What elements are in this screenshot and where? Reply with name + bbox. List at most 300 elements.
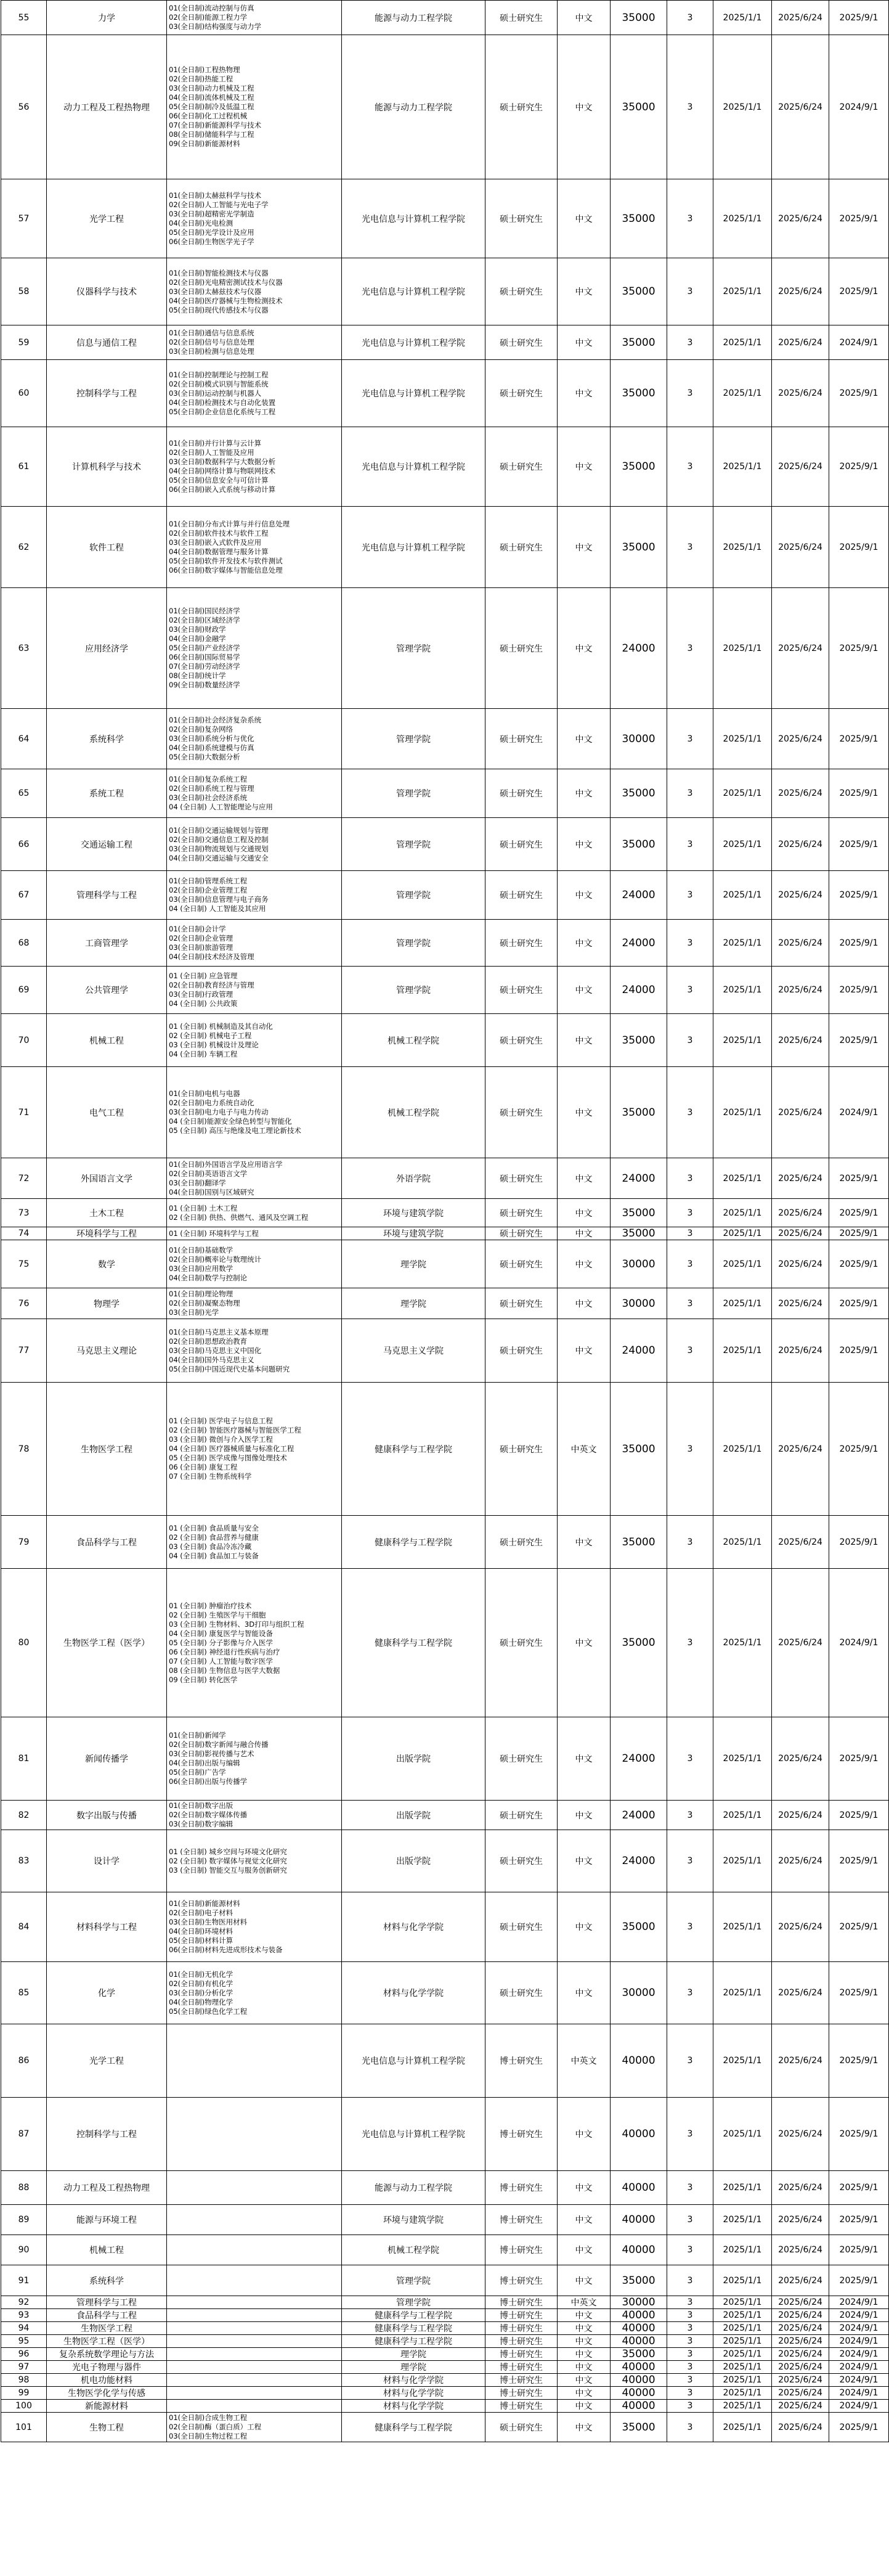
cell-school: 光电信息与计算机工程学院	[342, 258, 485, 325]
direction-item: 05(全日制)广告学	[169, 1768, 226, 1777]
cell-lang: 中文	[558, 1801, 611, 1830]
table-row	[1, 1830, 889, 1892]
cell-school: 材料与化学学院	[342, 2400, 485, 2413]
cell-fee: 40000	[611, 2374, 667, 2387]
direction-item: 01(全日制)管理系统工程	[169, 877, 248, 885]
cell-start: 2025/1/1	[713, 1227, 772, 1240]
cell-major: 食品科学与工程	[47, 2309, 167, 2322]
cell-fee: 35000	[611, 507, 667, 588]
cell-fee: 40000	[611, 2309, 667, 2322]
cell-years: 3	[667, 1014, 713, 1067]
cell-school: 健康科学与工程学院	[342, 2322, 485, 2335]
cell-degree: 博士研究生	[485, 2265, 558, 2296]
cell-directions	[167, 360, 342, 427]
cell-degree: 硕士研究生	[485, 360, 558, 427]
cell-start: 2025/1/1	[713, 1240, 772, 1288]
cell-years: 3	[667, 2387, 713, 2400]
table-row	[1, 2024, 889, 2098]
table-row	[1, 967, 889, 1014]
cell-lang: 中文	[558, 2361, 611, 2374]
cell-fee: 35000	[611, 258, 667, 325]
cell-enroll: 2025/9/1	[829, 1288, 889, 1319]
cell-years: 3	[667, 1892, 713, 1962]
cell-no: 71	[1, 1067, 47, 1158]
cell-enroll: 2025/9/1	[829, 588, 889, 709]
table-row	[1, 769, 889, 818]
direction-item: 01(全日制)外国语言学及应用语言学	[169, 1159, 283, 1169]
cell-fee: 35000	[611, 1569, 667, 1717]
cell-no: 69	[1, 967, 47, 1014]
cell-lang: 中文	[558, 427, 611, 507]
direction-item: 04(全日制)系统建模与仿真	[169, 743, 254, 752]
cell-end: 2025/6/24	[772, 967, 829, 1014]
cell-years: 3	[667, 2265, 713, 2296]
cell-enroll: 2025/9/1	[829, 1, 889, 35]
direction-item: 02 (全日制) 生殖医学与干细胞	[169, 1610, 266, 1619]
cell-years: 3	[667, 2098, 713, 2171]
cell-enroll: 2025/9/1	[829, 1962, 889, 2024]
direction-item: 02 (全日制) 智能医疗器械与智能医学工程	[169, 1426, 301, 1434]
cell-lang: 中文	[558, 2171, 611, 2205]
cell-lang: 中文	[558, 1227, 611, 1240]
cell-enroll: 2025/9/1	[829, 871, 889, 920]
cell-end: 2025/6/24	[772, 2171, 829, 2205]
cell-degree: 硕士研究生	[485, 258, 558, 325]
cell-degree: 博士研究生	[485, 2309, 558, 2322]
cell-major: 生物医学工程	[47, 1383, 167, 1516]
cell-start: 2025/1/1	[713, 1288, 772, 1319]
direction-item: 02(全日制)人工智能与光电子学	[169, 200, 269, 209]
table-row	[1, 709, 889, 769]
direction-item: 02(全日制)有机化学	[169, 1979, 233, 1988]
cell-enroll: 2025/9/1	[829, 1319, 889, 1383]
cell-degree: 硕士研究生	[485, 1383, 558, 1516]
cell-enroll: 2025/9/1	[829, 920, 889, 967]
cell-no: 58	[1, 258, 47, 325]
cell-school: 环境与建筑学院	[342, 2205, 485, 2235]
cell-fee: 35000	[611, 2348, 667, 2361]
direction-item: 03(全日制)财政学	[169, 625, 226, 634]
cell-no: 93	[1, 2309, 47, 2322]
cell-start: 2025/1/1	[713, 1158, 772, 1199]
direction-item: 08(全日制)储能科学与工程	[169, 130, 254, 139]
cell-lang: 中文	[558, 258, 611, 325]
cell-degree: 博士研究生	[485, 2335, 558, 2348]
cell-years: 3	[667, 427, 713, 507]
direction-item: 01(全日制)马克思主义基本原理	[169, 1327, 269, 1336]
direction-item: 01 (全日制) 土木工程	[169, 1203, 238, 1212]
cell-degree: 博士研究生	[485, 2374, 558, 2387]
cell-start: 2025/1/1	[713, 2335, 772, 2348]
cell-major: 系统科学	[47, 2265, 167, 2296]
cell-major: 外国语言文学	[47, 1158, 167, 1199]
cell-directions	[167, 258, 342, 325]
cell-years: 3	[667, 2413, 713, 2442]
cell-enroll: 2025/9/1	[829, 507, 889, 588]
cell-enroll: 2024/9/1	[829, 2296, 889, 2309]
direction-item: 07(全日制)新能源科学与技术	[169, 121, 262, 129]
direction-item: 06 (全日制) 神经退行性疾病与治疗	[169, 1647, 280, 1656]
table-row	[1, 2309, 889, 2322]
cell-end: 2025/6/24	[772, 1158, 829, 1199]
cell-enroll: 2024/9/1	[829, 2309, 889, 2322]
cell-start: 2025/1/1	[713, 1383, 772, 1516]
cell-enroll: 2025/9/1	[829, 709, 889, 769]
cell-degree: 博士研究生	[485, 2348, 558, 2361]
cell-no: 55	[1, 1, 47, 35]
cell-directions	[167, 2335, 342, 2348]
cell-no: 65	[1, 769, 47, 818]
cell-directions	[167, 709, 342, 769]
cell-school: 材料与化学学院	[342, 1892, 485, 1962]
direction-item: 03(全日制)电力电子与电力传动	[169, 1108, 269, 1116]
cell-fee: 24000	[611, 1717, 667, 1801]
cell-enroll: 2025/9/1	[829, 1830, 889, 1892]
cell-fee: 24000	[611, 588, 667, 709]
direction-item: 01(全日制)流动控制与仿真	[169, 4, 254, 12]
direction-item: 03(全日制)超精密光学制造	[169, 209, 254, 218]
cell-major: 管理科学与工程	[47, 2296, 167, 2309]
cell-start: 2025/1/1	[713, 2296, 772, 2309]
direction-item: 05(全日制)软件开发技术与软件测试	[169, 556, 283, 565]
cell-fee: 35000	[611, 2413, 667, 2442]
cell-start: 2025/1/1	[713, 507, 772, 588]
direction-item: 03(全日制)分析化学	[169, 1988, 233, 1997]
cell-directions	[167, 1067, 342, 1158]
cell-years: 3	[667, 507, 713, 588]
cell-fee: 30000	[611, 1962, 667, 2024]
cell-years: 3	[667, 179, 713, 258]
cell-degree: 硕士研究生	[485, 1962, 558, 2024]
cell-lang: 中文	[558, 871, 611, 920]
cell-fee: 35000	[611, 769, 667, 818]
cell-directions	[167, 1516, 342, 1569]
cell-start: 2025/1/1	[713, 2235, 772, 2265]
cell-no: 86	[1, 2024, 47, 2098]
cell-no: 85	[1, 1962, 47, 2024]
cell-enroll: 2025/9/1	[829, 1383, 889, 1516]
cell-end: 2025/6/24	[772, 1830, 829, 1892]
cell-major: 生物医学工程（医学）	[47, 2335, 167, 2348]
cell-start: 2025/1/1	[713, 871, 772, 920]
cell-years: 3	[667, 360, 713, 427]
cell-degree: 硕士研究生	[485, 1516, 558, 1569]
direction-item: 03 (全日制) 食品冷冻冷藏	[169, 1542, 252, 1551]
direction-item: 03(全日制)结构强度与动力学	[169, 22, 262, 31]
cell-no: 88	[1, 2171, 47, 2205]
table-row	[1, 1158, 889, 1199]
cell-end: 2025/6/24	[772, 2098, 829, 2171]
direction-item: 04 (全日制) 公共政策	[169, 999, 238, 1008]
direction-item: 03(全日制)旅游管理	[169, 942, 233, 952]
cell-start: 2025/1/1	[713, 1199, 772, 1227]
cell-lang: 中英文	[558, 1383, 611, 1516]
cell-years: 3	[667, 2322, 713, 2335]
direction-item: 01(全日制)太赫兹科学与技术	[169, 190, 262, 200]
cell-degree: 硕士研究生	[485, 871, 558, 920]
cell-enroll: 2025/9/1	[829, 1014, 889, 1067]
cell-start: 2025/1/1	[713, 179, 772, 258]
cell-years: 3	[667, 588, 713, 709]
direction-item: 03(全日制)光学	[169, 1308, 219, 1317]
cell-degree: 硕士研究生	[485, 1717, 558, 1801]
cell-end: 2025/6/24	[772, 35, 829, 179]
cell-major: 设计学	[47, 1830, 167, 1892]
direction-item: 01 (全日制) 环境科学与工程	[169, 1229, 259, 1238]
direction-item: 02(全日制)数字媒体传播	[169, 1810, 248, 1819]
cell-no: 76	[1, 1288, 47, 1319]
direction-item: 06 (全日制) 康复工程	[169, 1463, 238, 1471]
cell-directions	[167, 2413, 342, 2442]
direction-item: 05(全日制)制冷及低温工程	[169, 102, 254, 111]
cell-lang: 中文	[558, 1830, 611, 1892]
direction-item: 04(全日制)国别与区域研究	[169, 1187, 254, 1196]
cell-lang: 中文	[558, 1288, 611, 1319]
table-row	[1, 818, 889, 871]
cell-school: 光电信息与计算机工程学院	[342, 427, 485, 507]
cell-enroll: 2024/9/1	[829, 2361, 889, 2374]
direction-item: 02(全日制)光电精密测试技术与仪器	[169, 277, 283, 287]
direction-item: 02(全日制)信号与信息处理	[169, 338, 254, 346]
cell-no: 68	[1, 920, 47, 967]
cell-enroll: 2025/9/1	[829, 2098, 889, 2171]
cell-directions	[167, 1383, 342, 1516]
cell-school: 机械工程学院	[342, 1067, 485, 1158]
cell-start: 2025/1/1	[713, 2024, 772, 2098]
cell-directions	[167, 507, 342, 588]
cell-school: 光电信息与计算机工程学院	[342, 2024, 485, 2098]
cell-start: 2025/1/1	[713, 1516, 772, 1569]
cell-school: 能源与动力工程学院	[342, 1, 485, 35]
table-row	[1, 1516, 889, 1569]
cell-end: 2025/6/24	[772, 1717, 829, 1801]
cell-enroll: 2024/9/1	[829, 2400, 889, 2413]
direction-item: 01(全日制)交通运输规划与管理	[169, 825, 269, 835]
cell-degree: 博士研究生	[485, 2361, 558, 2374]
cell-no: 82	[1, 1801, 47, 1830]
cell-lang: 中文	[558, 2098, 611, 2171]
cell-lang: 中文	[558, 920, 611, 967]
cell-major: 生物医学化学与传感	[47, 2387, 167, 2400]
table-row	[1, 1717, 889, 1801]
table-row	[1, 2322, 889, 2335]
cell-start: 2025/1/1	[713, 1801, 772, 1830]
direction-item: 04 (全日制) 康复医学与智能设备	[169, 1629, 273, 1638]
cell-lang: 中文	[558, 1516, 611, 1569]
cell-enroll: 2024/9/1	[829, 1569, 889, 1717]
direction-item: 05 (全日制) 医学成像与图像处理技术	[169, 1454, 287, 1462]
cell-major: 系统科学	[47, 709, 167, 769]
direction-item: 04(全日制)医疗器械与生物检测技术	[169, 296, 283, 305]
direction-item: 09 (全日制) 转化医学	[169, 1675, 238, 1684]
cell-years: 3	[667, 2348, 713, 2361]
cell-enroll: 2024/9/1	[829, 35, 889, 179]
direction-item: 03(全日制)太赫兹技术与仪器	[169, 287, 262, 296]
cell-major: 软件工程	[47, 507, 167, 588]
cell-years: 3	[667, 1158, 713, 1199]
cell-directions	[167, 2024, 342, 2098]
cell-lang: 中文	[558, 1569, 611, 1717]
cell-lang: 中文	[558, 1892, 611, 1962]
cell-lang: 中文	[558, 1158, 611, 1199]
cell-end: 2025/6/24	[772, 2361, 829, 2374]
cell-degree: 硕士研究生	[485, 1801, 558, 1830]
table-row	[1, 2235, 889, 2265]
cell-no: 83	[1, 1830, 47, 1892]
cell-no: 79	[1, 1516, 47, 1569]
cell-degree: 博士研究生	[485, 2400, 558, 2413]
direction-item: 03(全日制)生物医用材料	[169, 1918, 248, 1926]
cell-directions	[167, 1288, 342, 1319]
cell-degree: 硕士研究生	[485, 325, 558, 360]
cell-major: 生物工程	[47, 2413, 167, 2442]
cell-enroll: 2025/9/1	[829, 1801, 889, 1830]
cell-school: 环境与建筑学院	[342, 1227, 485, 1240]
direction-item: 03(全日制)行政管理	[169, 990, 233, 999]
cell-lang: 中文	[558, 967, 611, 1014]
cell-major: 化学	[47, 1962, 167, 2024]
cell-no: 98	[1, 2374, 47, 2387]
cell-enroll: 2024/9/1	[829, 2374, 889, 2387]
cell-no: 77	[1, 1319, 47, 1383]
direction-item: 01(全日制)控制理论与控制工程	[169, 370, 269, 379]
direction-item: 01 (全日制) 食品质量与安全	[169, 1523, 259, 1532]
direction-item: 02(全日制)企业管理	[169, 933, 233, 942]
cell-lang: 中文	[558, 1319, 611, 1383]
direction-item: 02(全日制)思想政治教育	[169, 1336, 248, 1346]
cell-degree: 硕士研究生	[485, 1158, 558, 1199]
cell-school: 光电信息与计算机工程学院	[342, 507, 485, 588]
direction-item: 05(全日制)产业经济学	[169, 644, 240, 652]
table-row	[1, 1383, 889, 1516]
cell-lang: 中文	[558, 2309, 611, 2322]
direction-item: 03(全日制)应用数学	[169, 1264, 233, 1273]
cell-enroll: 2025/9/1	[829, 1516, 889, 1569]
cell-fee: 24000	[611, 1319, 667, 1383]
cell-fee: 35000	[611, 325, 667, 360]
direction-item: 04(全日制)国外马克思主义	[169, 1355, 254, 1364]
cell-lang: 中文	[558, 1240, 611, 1288]
cell-major: 数字出版与传播	[47, 1801, 167, 1830]
cell-fee: 35000	[611, 1227, 667, 1240]
cell-directions	[167, 2361, 342, 2374]
cell-major: 能源与环境工程	[47, 2205, 167, 2235]
cell-lang: 中文	[558, 2235, 611, 2265]
cell-start: 2025/1/1	[713, 588, 772, 709]
direction-item: 02(全日制)凝聚态物理	[169, 1299, 240, 1307]
direction-item: 04(全日制)流体机械及工程	[169, 93, 254, 102]
cell-years: 3	[667, 1801, 713, 1830]
cell-start: 2025/1/1	[713, 1067, 772, 1158]
cell-end: 2025/6/24	[772, 1067, 829, 1158]
direction-item: 04(全日制)交通运输与交通安全	[169, 853, 269, 862]
cell-no: 74	[1, 1227, 47, 1240]
cell-lang: 中文	[558, 1962, 611, 2024]
cell-school: 环境与建筑学院	[342, 1199, 485, 1227]
table-row	[1, 1288, 889, 1319]
cell-major: 交通运输工程	[47, 818, 167, 871]
cell-enroll: 2025/9/1	[829, 2171, 889, 2205]
cell-end: 2025/6/24	[772, 1014, 829, 1067]
cell-degree: 硕士研究生	[485, 709, 558, 769]
cell-lang: 中文	[558, 1014, 611, 1067]
cell-directions	[167, 1319, 342, 1383]
direction-item: 05(全日制)企业信息化系统与工程	[169, 407, 276, 416]
cell-lang: 中文	[558, 2335, 611, 2348]
cell-start: 2025/1/1	[713, 2309, 772, 2322]
cell-fee: 40000	[611, 2400, 667, 2413]
cell-degree: 硕士研究生	[485, 1014, 558, 1067]
cell-end: 2025/6/24	[772, 2235, 829, 2265]
cell-start: 2025/1/1	[713, 769, 772, 818]
cell-no: 78	[1, 1383, 47, 1516]
cell-degree: 博士研究生	[485, 2296, 558, 2309]
direction-item: 02(全日制)概率论与数理统计	[169, 1254, 262, 1264]
cell-fee: 35000	[611, 1199, 667, 1227]
table-row	[1, 2387, 889, 2400]
cell-directions	[167, 1569, 342, 1717]
cell-degree: 博士研究生	[485, 2322, 558, 2335]
cell-enroll: 2024/9/1	[829, 2387, 889, 2400]
cell-directions	[167, 2309, 342, 2322]
cell-directions	[167, 1240, 342, 1288]
direction-item: 03(全日制)动力机械及工程	[169, 84, 254, 92]
direction-item: 02(全日制)电子材料	[169, 1908, 233, 1917]
cell-school: 材料与化学学院	[342, 2374, 485, 2387]
cell-fee: 40000	[611, 2171, 667, 2205]
cell-degree: 硕士研究生	[485, 1227, 558, 1240]
cell-years: 3	[667, 35, 713, 179]
cell-fee: 40000	[611, 2322, 667, 2335]
direction-item: 04(全日制)环境材料	[169, 1927, 233, 1936]
direction-item: 01(全日制)会计学	[169, 924, 226, 933]
cell-directions	[167, 1227, 342, 1240]
cell-directions	[167, 2387, 342, 2400]
direction-item: 02(全日制)复杂网络	[169, 725, 233, 734]
cell-no: 80	[1, 1569, 47, 1717]
cell-end: 2025/6/24	[772, 2205, 829, 2235]
table-row	[1, 2348, 889, 2361]
cell-fee: 24000	[611, 920, 667, 967]
cell-end: 2025/6/24	[772, 871, 829, 920]
cell-fee: 30000	[611, 709, 667, 769]
cell-years: 3	[667, 1383, 713, 1516]
cell-directions	[167, 2296, 342, 2309]
direction-item: 01(全日制)工程热物理	[169, 65, 240, 74]
cell-start: 2025/1/1	[713, 818, 772, 871]
direction-item: 04(全日制)数据管理与服务计算	[169, 547, 269, 556]
cell-no: 90	[1, 2235, 47, 2265]
cell-no: 99	[1, 2387, 47, 2400]
cell-years: 3	[667, 1962, 713, 2024]
cell-enroll: 2024/9/1	[829, 325, 889, 360]
cell-major: 应用经济学	[47, 588, 167, 709]
cell-degree: 硕士研究生	[485, 427, 558, 507]
cell-no: 97	[1, 2361, 47, 2374]
cell-school: 管理学院	[342, 2265, 485, 2296]
direction-item: 01(全日制)电机与电器	[169, 1089, 240, 1098]
direction-item: 01 (全日制) 应急管理	[169, 971, 238, 980]
cell-major: 新闻传播学	[47, 1717, 167, 1801]
cell-directions	[167, 920, 342, 967]
cell-directions	[167, 871, 342, 920]
cell-degree: 博士研究生	[485, 2171, 558, 2205]
direction-item: 05 (全日制) 分子影像与介入医学	[169, 1638, 273, 1647]
direction-item: 01(全日制)社会经济复杂系统	[169, 716, 262, 724]
direction-item: 05(全日制)现代传感技术与仪器	[169, 305, 269, 314]
cell-start: 2025/1/1	[713, 2265, 772, 2296]
cell-directions	[167, 2374, 342, 2387]
